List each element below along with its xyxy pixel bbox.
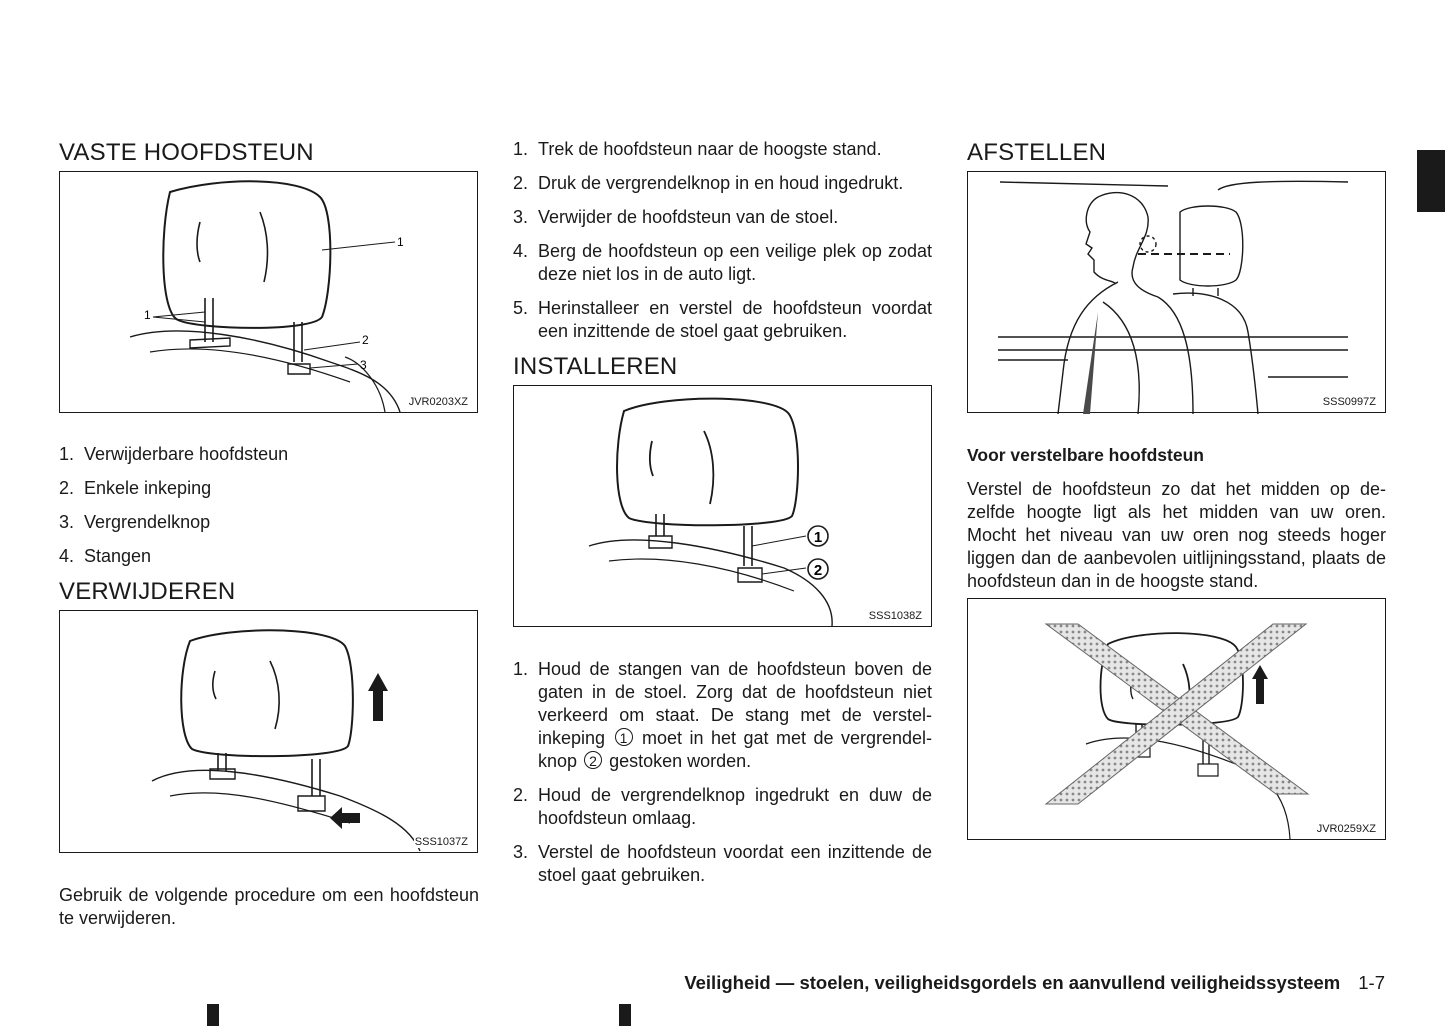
figure-install-headrest [513, 385, 932, 627]
list-item: 1. Houd de stangen van de hoofdsteun boven de gaten in de stoel. Zorg dat de hoofdsteun niet verkeerd om staat. De stang met de verstelinkeping 1 moet in het gat met de vergrendelknop 2 gestoken worden. [513, 659, 932, 771]
section-tab-marker [1417, 150, 1445, 212]
figure-code: JVR0203XZ [408, 396, 468, 408]
list-item: 1. Trek de hoofdsteun naar de hoogste stand. [513, 139, 882, 159]
list-item: 5. Herinstalleer en verstel de hoofdsteun voordat een inzittende de stoel gaat gebruiken. [513, 298, 932, 341]
headrest-install-illustration [514, 386, 933, 628]
headrest-removal-illustration [60, 611, 479, 854]
list-item: 3. Verwijder de hoofdsteun van de stoel. [513, 207, 839, 227]
callout-1-left: 1 [144, 308, 151, 322]
parts-list [59, 443, 479, 568]
list-item: 4. Berg de hoofdsteun op een veilige plek op zodat deze niet los in de auto ligt. [513, 241, 932, 284]
list-item: 3. Verstel de hoofdsteun voordat een inzittende de stoel gaat gebruiken. [513, 842, 932, 885]
install-steps [513, 658, 932, 887]
inline-callout-1: 1 [615, 728, 633, 746]
figure-code: SSS1037Z [414, 836, 468, 848]
list-item: 3. Vergrendelknop [59, 512, 211, 532]
figure-remove-headrest [59, 610, 478, 853]
figure-fixed-headrest [59, 171, 478, 413]
list-item: 4. Stangen [59, 546, 152, 566]
crop-mark-left [207, 1004, 219, 1026]
footer-section-title: Veiligheid — stoelen, veiligheidsgordels en aanvullend veiligheidssysteem [684, 972, 1341, 993]
figure-code: JVR0259XZ [1316, 823, 1376, 835]
heading-adjust: AFSTELLEN [967, 139, 1107, 166]
page-footer [684, 972, 1385, 994]
heading-fixed-headrest: VASTE HOOFDSTEUN [59, 139, 314, 166]
list-item: 2. Enkele inkeping [59, 478, 212, 498]
inline-callout-2: 2 [584, 751, 602, 769]
figure-code: SSS0997Z [1322, 396, 1376, 408]
figure-code: SSS1038Z [868, 610, 922, 622]
list-item: 1. Verwijderbare hoofdsteun [59, 444, 289, 464]
driver-headrest-alignment-illustration [968, 172, 1387, 414]
heading-remove: VERWIJDEREN [59, 578, 236, 605]
page-number: 1-7 [1358, 972, 1385, 993]
incorrect-headrest-illustration [968, 599, 1387, 841]
figure-incorrect-position [967, 598, 1386, 840]
heading-install: INSTALLEREN [513, 353, 678, 380]
figure-adjust-headrest [967, 171, 1386, 413]
removal-intro: Gebruik de volgende procedure om een hoofdsteun te verwijderen. [59, 885, 479, 928]
headrest-parts-illustration [60, 172, 479, 414]
list-item: 2. Houd de vergrendelknop ingedrukt en duw de hoofdsteun omlaag. [513, 785, 932, 828]
callout-1-top: 1 [397, 235, 404, 249]
callout-2: 2 [813, 562, 823, 579]
remove-steps [513, 138, 932, 343]
crop-mark-right [619, 1004, 631, 1026]
list-item: 2. Druk de vergrendelknop in en houd ingedrukt. [513, 173, 904, 193]
subheading-adjustable: Voor verstelbare hoofdsteun [967, 445, 1204, 465]
callout-1: 1 [813, 529, 823, 546]
callout-3: 3 [360, 358, 367, 372]
adjust-paragraph: Verstel de hoofdsteun zo dat het midden op dezelfde hoogte ligt als het midden van uw oren. Mocht het niveau van uw oren nog steeds hoger liggen dan de aanbevolen uitlijningsstand, plaats de hoofdsteun dan in de hoogste stand. [967, 479, 1386, 591]
callout-2: 2 [362, 333, 369, 347]
